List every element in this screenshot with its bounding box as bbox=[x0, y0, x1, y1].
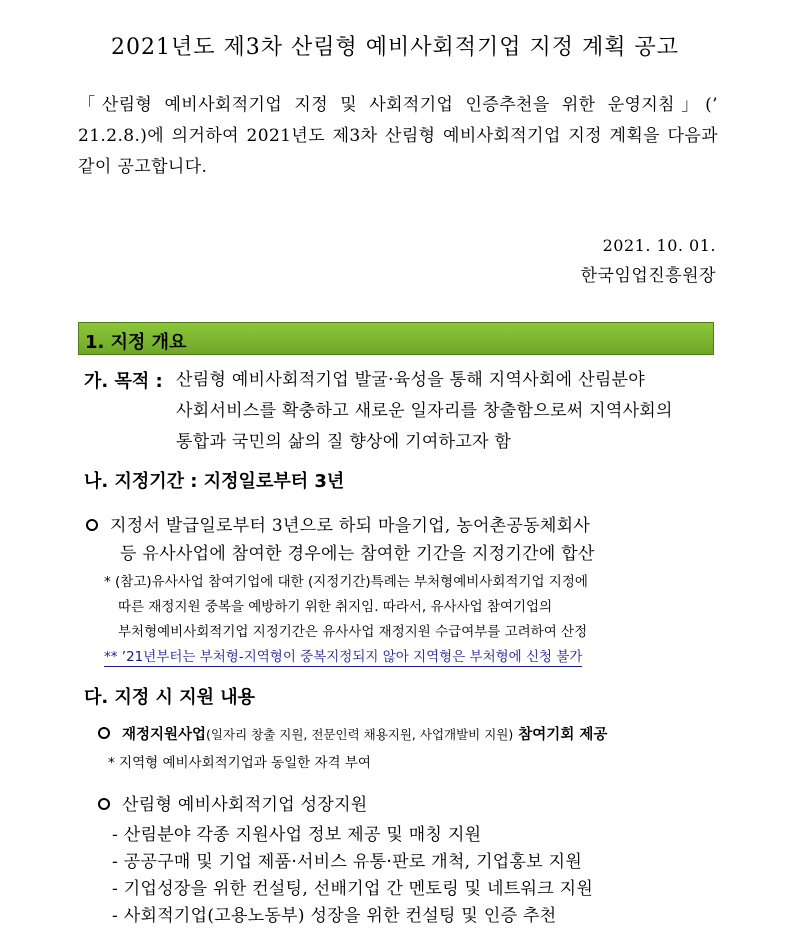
support-item-1-bold: 재정지원사업 bbox=[122, 727, 207, 743]
support-item-1 bbox=[98, 723, 607, 744]
support-item-1-detail: (일자리 창출 지원, 전문인력 채용지원, 사업개발비 지원) bbox=[206, 727, 514, 742]
period-bullet bbox=[86, 511, 590, 536]
purpose-line-3: 통합과 국민의 삶의 질 향상에 기여하고자 함 bbox=[176, 432, 512, 452]
section-1-header bbox=[78, 322, 714, 355]
support-subitem: - 사회적기업(고용노동부) 성장을 위한 컨설팅 및 인증 추천 bbox=[112, 906, 557, 926]
issuer-name: 한국임업진흥원장 bbox=[580, 266, 716, 286]
period-heading: 나. 지정기간 : 지정일로부터 3년 bbox=[84, 471, 345, 492]
circle-bullet-icon bbox=[86, 519, 98, 531]
support-heading: 다. 지정 시 지원 내용 bbox=[84, 687, 256, 708]
support-subitem: - 산림분야 각종 지원사업 정보 제공 및 매칭 지원 bbox=[112, 825, 482, 845]
period-bullet-line-1: 지정서 발급일로부터 3년으로 하되 마을기업, 농어촌공동체회사 bbox=[110, 516, 591, 536]
announcement-date: 2021. 10. 01. bbox=[602, 236, 716, 255]
support-item-1-note: * 지역형 예비사회적기업과 동일한 자격 부여 bbox=[108, 755, 371, 771]
purpose-line-1: 산림형 예비사회적기업 발굴·육성을 통해 지역사회에 산림분야 bbox=[176, 370, 645, 390]
purpose-text bbox=[176, 365, 722, 458]
period-note-1-line-1: * (참고)유사사업 참여기업에 대한 (지정기간)특례는 부처형예비사회적기업 지정에 bbox=[104, 574, 588, 590]
support-item-2-text: 산림형 예비사회적기업 성장지원 bbox=[122, 795, 368, 815]
support-item-2 bbox=[98, 790, 368, 815]
circle-bullet-icon bbox=[98, 798, 110, 810]
period-note-1-line-3: 부처형예비사회적기업 지정기간은 유사사업 재정지원 수급여부를 고려하여 산정 bbox=[118, 624, 588, 640]
support-subitem: - 공공구매 및 기업 제품·서비스 유통·판로 개척, 기업홍보 지원 bbox=[112, 852, 583, 872]
intro-paragraph: 「산림형 예비사회적기업 지정 및 사회적기업 인증추천을 위한 운영지침」(’ 21.2.8.)에 의거하여 2021년도 제3차 산림형 예비사회적기업 지정 계획을 다음과 같이 공고합니다. bbox=[78, 95, 718, 177]
support-item-1-bold-end: 참여기회 제공 bbox=[513, 727, 608, 743]
period-note-2: ** ’21년부터는 부처형-지역형이 중복지정되지 않아 지역형은 부처형에 신청 불가 bbox=[104, 645, 582, 667]
purpose-line-2: 사회서비스를 확충하고 새로운 일자리를 창출함으로써 지역사회의 bbox=[176, 401, 673, 421]
period-bullet-line-2: 등 유사사업에 참여한 경우에는 참여한 기간을 지정기간에 합산 bbox=[120, 544, 595, 564]
purpose-label: 가. 목적 : bbox=[84, 371, 163, 392]
section-1-title: 1. 지정 개요 bbox=[85, 332, 187, 353]
support-subitem: - 기업성장을 위한 컨설팅, 선배기업 간 멘토링 및 네트워크 지원 bbox=[112, 879, 594, 899]
document-title: 2021년도 제3차 산림형 예비사회적기업 지정 계획 공고 bbox=[111, 35, 679, 60]
period-note-1-line-2: 따른 재정지원 중복을 예방하기 위한 취지임. 따라서, 유사사업 참여기업의 bbox=[118, 599, 553, 615]
circle-bullet-icon bbox=[98, 727, 110, 739]
